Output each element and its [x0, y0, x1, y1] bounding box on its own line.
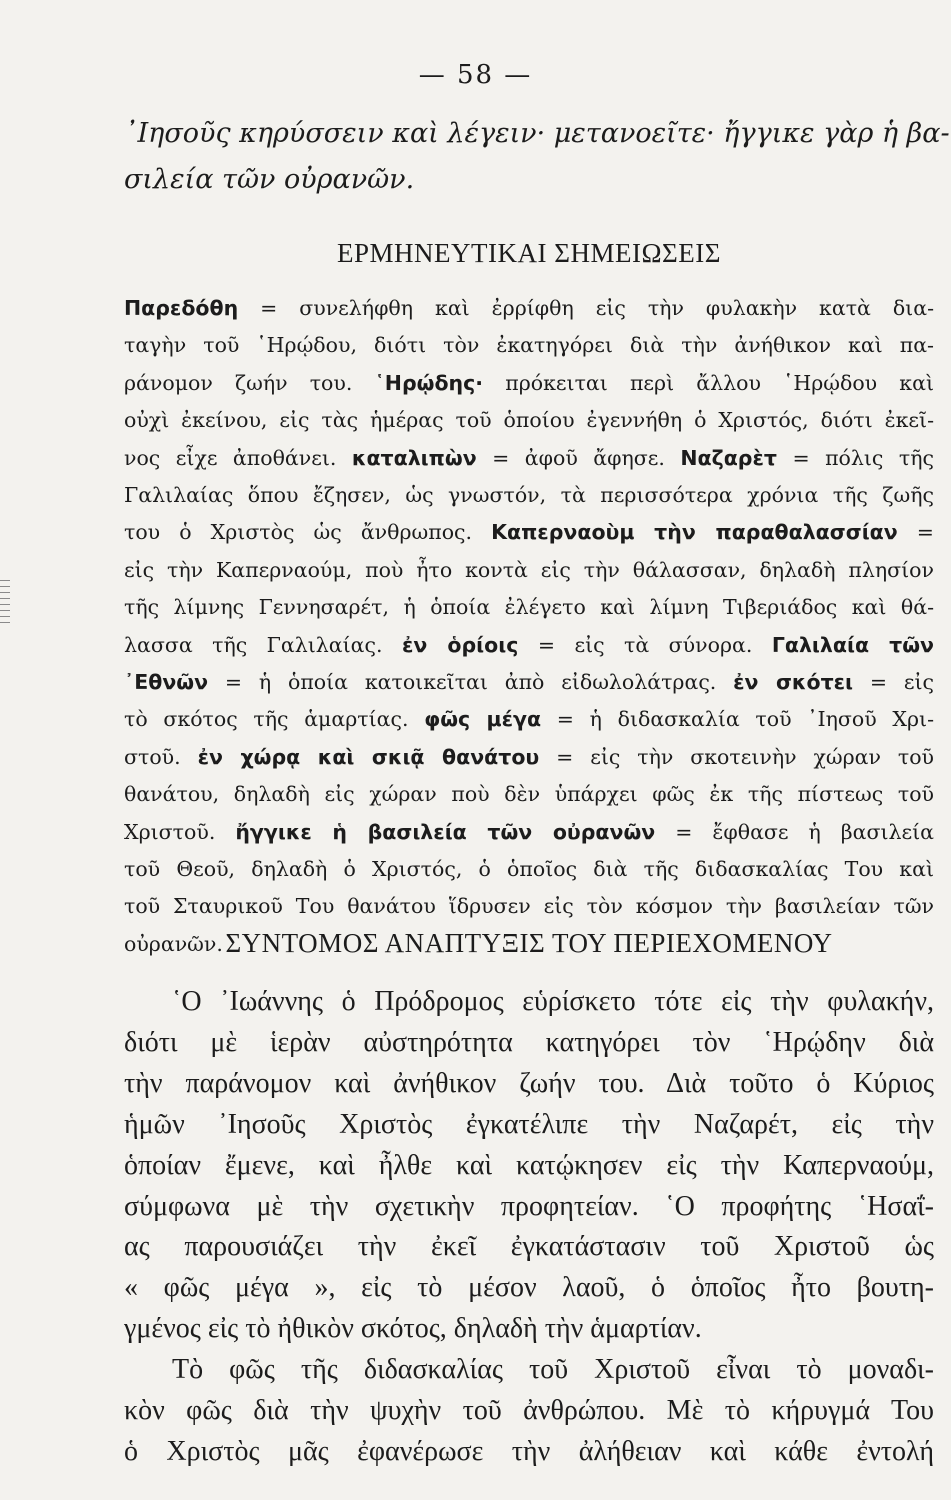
- summary-heading: ΣΥΝΤΟΜΟΣ ΑΝΑΠΤΥΞΙΣ ΤΟΥ ΠΕΡΙΕΧΟΜΕΝΟΥ: [225, 928, 833, 958]
- notes-text: οὐρανῶν.: [124, 931, 223, 956]
- notes-text: = εἰς: [853, 670, 934, 694]
- glossary-term: ᾿Εθνῶν: [124, 670, 209, 694]
- notes-text: λασσα τῆς Γαλιλαίας.: [124, 632, 402, 657]
- notes-line: [124, 296, 934, 320]
- summary-line: ἡμῶν ᾿Ιησοῦς Χριστὸς ἐγκατέλιπε τὴν Ναζαρέτ, εἰς τὴν: [124, 1108, 934, 1140]
- notes-text: στοῦ.: [124, 744, 198, 769]
- notes-line: [124, 333, 934, 357]
- notes-text: = πόλις τῆς: [776, 445, 934, 470]
- glossary-term: ῾Ηρῴδης·: [374, 370, 484, 395]
- verse-line: σιλεία τῶν οὐρανῶν.: [124, 164, 415, 195]
- glossary-term: ἐν χώρᾳ καὶ σκιᾷ θανάτου: [197, 744, 540, 769]
- notes-text: = ἔφθασε ἡ βασιλεία: [655, 819, 935, 844]
- glossary-term: Ναζαρὲτ: [680, 445, 777, 470]
- summary-line: σύμφωνα μὲ τὴν σχετικὴν προφητείαν. ῾Ο προφήτης ῾Ησαΐ-: [124, 1190, 934, 1222]
- notes-text: ταγὴν τοῦ ῾Ηρῴδου, διότι τὸν ἐκατηγόρει διὰ τὴν ἀνήθικον καὶ πα-: [124, 333, 934, 358]
- notes-line: [124, 820, 934, 844]
- notes-line: [124, 483, 934, 507]
- notes-text: οὐχὶ ἐκείνου, εἰς τὰς ἡμέρας τοῦ ὁποίου ἐγεννήθη ὁ Χριστός, διότι ἐκεῖ-: [124, 408, 934, 433]
- notes-text: = ἡ ὁποία κατοικεῖται ἀπὸ εἰδωλολάτρας.: [208, 670, 734, 694]
- notes-text: = ἀφοῦ ἄφησε.: [476, 445, 681, 470]
- notes-line: [124, 670, 934, 694]
- summary-line: ας παρουσιάζει τὴν ἐκεῖ ἐγκατάστασιν τοῦ Χριστοῦ ὡς: [124, 1231, 934, 1263]
- notes-text: Γαλιλαίας ὅπου ἔζησεν, ὡς γνωστόν, τὰ περισσότερα χρόνια τῆς ζωῆς: [124, 483, 934, 507]
- summary-line: ὁποίαν ἔμενε, καὶ ἦλθε καὶ κατῴκησεν εἰς τὴν Καπερναούμ,: [124, 1149, 934, 1181]
- summary-line: διότι μὲ ἱερὰν αὐστηρότητα κατηγόρει τὸν ῾Ηρῴδην διὰ: [124, 1026, 934, 1058]
- verse-line: ᾿Ιησοῦς κηρύσσειν καὶ λέγειν· μετανοεῖτε· ἤγγικε γὰρ ἡ βα-: [124, 118, 950, 149]
- notes-line: [124, 446, 934, 470]
- summary-line: ὁ Χριστὸς μᾶς ἐφανέρωσε τὴν ἀλήθειαν καὶ κάθε ἐντολή: [124, 1435, 934, 1467]
- notes-heading: ΕΡΜΗΝΕΥΤΙΚΑΙ ΣΗΜΕΙΩΣΕΙΣ: [337, 238, 721, 268]
- notes-line: [124, 371, 934, 395]
- notes-line: [124, 520, 934, 544]
- notes-text: =: [897, 520, 934, 545]
- notes-line: [124, 408, 934, 432]
- notes-line: [124, 707, 934, 731]
- notes-line: [124, 595, 934, 619]
- glossary-term: ἤγγικε ἡ βασιλεία τῶν οὐρανῶν: [235, 819, 656, 844]
- notes-text: τὸ σκότος τῆς ἁμαρτίας.: [124, 707, 425, 732]
- glossary-term: καταλιπὼν: [351, 445, 477, 470]
- notes-line: [124, 894, 934, 918]
- summary-line: Τὸ φῶς τῆς διδασκαλίας τοῦ Χριστοῦ εἶναι τὸ μοναδι-: [172, 1354, 934, 1386]
- notes-text: Χριστοῦ.: [124, 819, 236, 844]
- notes-text: = συνελήφθη καὶ ἐρρίφθη εἰς τὴν φυλακὴν κατὰ δια-: [238, 296, 934, 320]
- page-number: — 58 —: [418, 60, 533, 90]
- glossary-term: ἐν ὁρίοις: [401, 632, 519, 657]
- notes-line: [124, 782, 934, 806]
- notes-text: θανάτου, δηλαδὴ εἰς χώραν ποὺ δὲν ὑπάρχει φῶς ἐκ τῆς πίστεως τοῦ: [124, 782, 934, 807]
- summary-line: γμένος εἰς τὸ ἠθικὸν σκότος, δηλαδὴ τὴν ἁμαρτίαν.: [124, 1313, 702, 1345]
- notes-text: ράνομον ζωήν του.: [124, 370, 375, 395]
- notes-text: τοῦ Σταυρικοῦ Του θανάτου ἵδρυσεν εἰς τὸν κόσμον τὴν βασιλείαν τῶν: [124, 894, 934, 919]
- summary-line: ῾Ο ᾿Ιωάννης ὁ Πρόδρομος εὑρίσκετο τότε εἰς τὴν φυλακήν,: [172, 986, 934, 1017]
- notes-line: [124, 633, 934, 657]
- notes-text: πρόκειται περὶ ἄλλου ῾Ηρῴδου καὶ: [483, 370, 934, 395]
- notes-text: = εἰς τὴν σκοτεινὴν χώραν τοῦ: [539, 744, 935, 769]
- glossary-term: Παρεδόθη: [124, 296, 239, 320]
- notes-line: [124, 857, 934, 881]
- notes-text: εἰς τὴν Καπερναούμ, ποὺ ἦτο κοντὰ εἰς τὴν θάλασσαν, δηλαδὴ πλησίον: [124, 557, 934, 582]
- summary-line: « φῶς μέγα », εἰς τὸ μέσον λαοῦ, ὁ ὁποῖος ἦτο βουτη-: [124, 1272, 934, 1304]
- glossary-term: Καπερναοὺμ τὴν παραθαλασσίαν: [491, 520, 898, 545]
- notes-text: = ἡ διδασκαλία τοῦ ᾿Ιησοῦ Χρι-: [541, 707, 934, 732]
- notes-text: = εἰς τὰ σύνορα.: [518, 632, 772, 657]
- notes-text: νος εἶχε ἀποθάνει.: [124, 445, 352, 470]
- notes-text: τοῦ Θεοῦ, δηλαδὴ ὁ Χριστός, ὁ ὁποῖος διὰ τῆς διδασκαλίας Του καὶ: [124, 857, 934, 881]
- notes-text: του ὁ Χριστὸς ὡς ἄνθρωπος.: [124, 520, 492, 545]
- glossary-term: Γαλιλαία τῶν: [771, 632, 934, 657]
- notes-line: [124, 558, 934, 582]
- margin-marks: [0, 580, 14, 710]
- glossary-term: φῶς μέγα: [424, 707, 542, 732]
- glossary-term: ἐν σκότει: [733, 670, 854, 694]
- notes-line: [124, 745, 934, 769]
- summary-line: κὸν φῶς διὰ τὴν ψυχὴν τοῦ ἀνθρώπου. Μὲ τὸ κήρυγμά Του: [124, 1395, 934, 1426]
- summary-line: τὴν παράνομον καὶ ἀνήθικον ζωήν του. Διὰ τοῦτο ὁ Κύριος: [124, 1067, 934, 1099]
- notes-text: τῆς λίμνης Γεννησαρέτ, ἡ ὁποία ἐλέγετο καὶ λίμνη Τιβεριάδος καὶ θά-: [124, 595, 934, 620]
